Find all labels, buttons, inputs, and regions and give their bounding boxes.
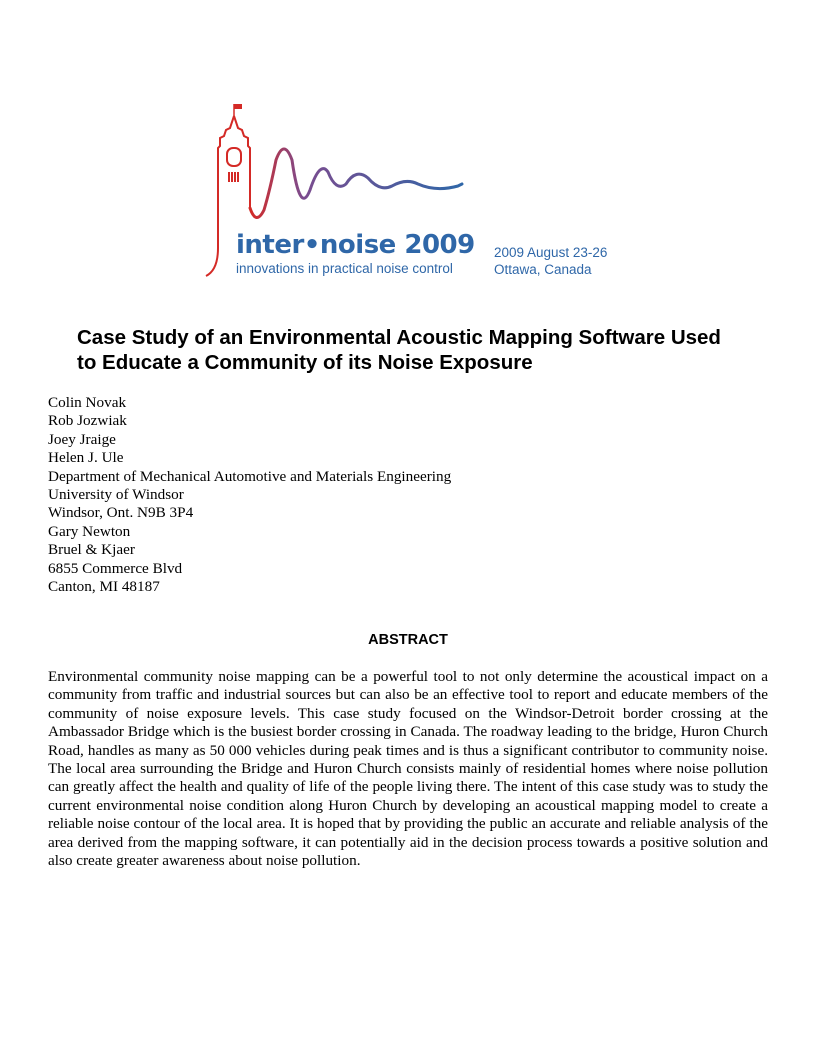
author-affiliation-list [48,394,451,596]
author-line: Department of Mechanical Automotive and Materials Engineering [48,467,452,485]
conference-date-location [494,244,607,278]
author-line: Canton, MI 48187 [48,578,160,596]
sound-wave-icon [250,149,462,218]
author-line: Gary Newton [48,522,131,540]
author-line: Colin Novak [48,394,127,411]
abstract-body: Environmental community noise mapping can be a powerful tool to not only determine the acoustical impact on a community from traffic and industrial sources but can also be an effective tool to report and educate members of the community of noise exposure levels. This case study focused on the Windsor-Detroit border crossing at the Ambassador Bridge which is the busiest border crossing in Canada. The roadway leading to the bridge, Huron Church Road, handles as many as 50 000 vehicles during peak times and is thus a significant contributor to community noise. The local area surrounding the Bridge and Huron Church consists mainly of residential homes where noise pollution can greatly affect the health and quality of life of the people living there. The intent of this case study was to study the current environmental noise condition along Huron Church by developing an acoustical mapping model to create a reliable noise contour of the local area. It is hoped that by providing the public an accurate and reliable analysis of the area derived from the mapping software, it can potentially aid in the decision process towards a positive solution and also create greater awareness about noise pollution. [48,668,768,870]
conference-location: Ottawa, Canada [494,262,592,277]
author-line: Bruel & Kjaer [48,541,135,559]
abstract-heading: ABSTRACT [368,632,448,648]
paper-title-line-1: Case Study of an Environmental Acoustic Mapping Software Used [77,326,721,349]
flag-icon [234,104,242,116]
author-line: Joey Jraige [48,430,116,448]
author-line: Rob Jozwiak [48,412,127,430]
conference-logo [196,98,666,288]
paper-title [77,325,777,375]
author-line: 6855 Commerce Blvd [48,559,183,577]
conference-date: 2009 August 23-26 [494,245,608,260]
conference-tagline: innovations in practical noise control [236,261,453,276]
author-line: Helen J. Ule [48,449,124,467]
author-line: University of Windsor [48,486,184,504]
paper-title-line-2: to Educate a Community of its Noise Exposure [77,351,533,374]
author-line: Windsor, Ont. N9B 3P4 [48,504,194,522]
conference-wordmark: inter•noise 2009 [236,230,475,260]
